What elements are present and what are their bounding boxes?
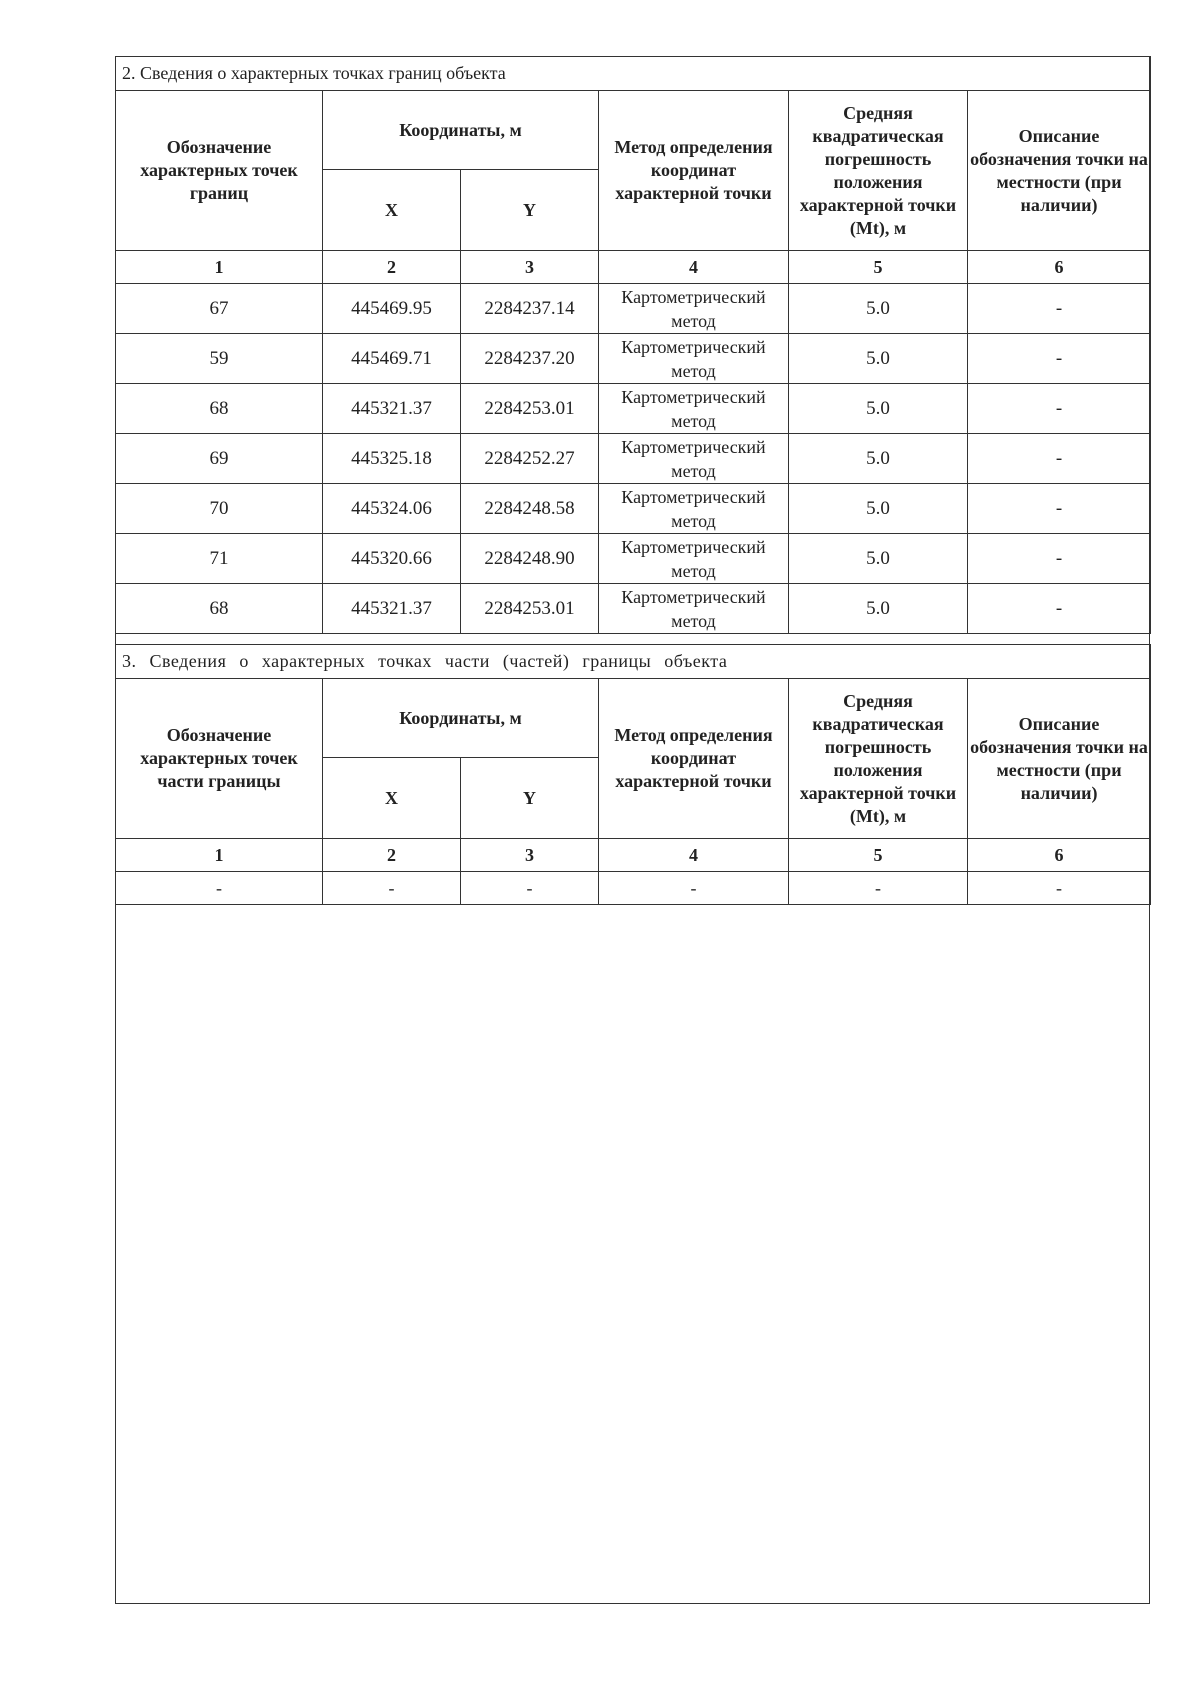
coord-y-cell: 2284237.14 [461,284,599,334]
point-number-cell: 68 [116,384,323,434]
coord-y-cell: 2284252.27 [461,434,599,484]
point-number-cell: 68 [116,584,323,634]
table-row [116,284,1151,334]
col-number: 2 [323,839,461,872]
method-cell: Картометрический метод [599,384,789,434]
section3-title: 3. Сведения о характерных точках части (частей) границы объекта [116,645,1151,679]
header-method: Метод определения координат характерной точки [599,679,789,839]
coord-y-cell: 2284248.90 [461,534,599,584]
header-x: X [323,170,461,251]
method-cell: - [599,872,789,905]
section3-table [115,644,1151,905]
col-number: 3 [461,251,599,284]
method-cell: Картометрический метод [599,284,789,334]
description-cell: - [968,484,1151,534]
header-coordinates: Координаты, м [323,679,599,758]
col-number: 6 [968,839,1151,872]
table-row [116,584,1151,634]
coord-y-cell: - [461,872,599,905]
error-cell: 5.0 [789,434,968,484]
header-error: Средняя квадратическая погрешность положения характерной точки (Mt), м [789,91,968,251]
section2-rows [116,284,1151,634]
point-number-cell: 71 [116,534,323,584]
coord-x-cell: 445469.71 [323,334,461,384]
header-y: Y [461,758,599,839]
col-number: 1 [116,839,323,872]
col-number: 4 [599,839,789,872]
method-cell: Картометрический метод [599,484,789,534]
header-y: Y [461,170,599,251]
coord-x-cell: 445321.37 [323,384,461,434]
section2-table [115,56,1151,634]
section2-title: 2. Сведения о характерных точках границ объекта [116,57,1151,91]
coord-y-cell: 2284253.01 [461,384,599,434]
error-cell: - [789,872,968,905]
coord-x-cell: 445324.06 [323,484,461,534]
header-error: Средняя квадратическая погрешность положения характерной точки (Mt), м [789,679,968,839]
point-number-cell: 59 [116,334,323,384]
method-cell: Картометрический метод [599,434,789,484]
method-cell: Картометрический метод [599,584,789,634]
header-coordinates: Координаты, м [323,91,599,170]
method-cell: Картометрический метод [599,534,789,584]
table-row [116,334,1151,384]
description-cell: - [968,534,1151,584]
method-cell: Картометрический метод [599,334,789,384]
header-description: Описание обозначения точки на местности (при наличии) [968,91,1151,251]
point-number-cell: - [116,872,323,905]
description-cell: - [968,284,1151,334]
col-number: 5 [789,251,968,284]
description-cell: - [968,334,1151,384]
point-number-cell: 69 [116,434,323,484]
table-row [116,484,1151,534]
header-x: X [323,758,461,839]
header-designation: Обозначение характерных точек границ [116,91,323,251]
table-row [116,534,1151,584]
section3-rows [116,872,1151,905]
error-cell: 5.0 [789,484,968,534]
error-cell: 5.0 [789,284,968,334]
col-number: 6 [968,251,1151,284]
coord-x-cell: 445321.37 [323,584,461,634]
col-number: 2 [323,251,461,284]
col-number: 1 [116,251,323,284]
error-cell: 5.0 [789,334,968,384]
description-cell: - [968,584,1151,634]
coord-x-cell: 445469.95 [323,284,461,334]
coord-x-cell: 445325.18 [323,434,461,484]
description-cell: - [968,384,1151,434]
col-number: 3 [461,839,599,872]
coord-x-cell: - [323,872,461,905]
error-cell: 5.0 [789,384,968,434]
description-cell: - [968,872,1151,905]
coord-x-cell: 445320.66 [323,534,461,584]
header-designation: Обозначение характерных точек части границы [116,679,323,839]
description-cell: - [968,434,1151,484]
error-cell: 5.0 [789,584,968,634]
point-number-cell: 67 [116,284,323,334]
col-number: 4 [599,251,789,284]
coord-y-cell: 2284237.20 [461,334,599,384]
header-description: Описание обозначения точки на местности (при наличии) [968,679,1151,839]
col-number: 5 [789,839,968,872]
coord-y-cell: 2284248.58 [461,484,599,534]
table-row [116,434,1151,484]
table-row [116,384,1151,434]
header-method: Метод определения координат характерной точки [599,91,789,251]
coord-y-cell: 2284253.01 [461,584,599,634]
point-number-cell: 70 [116,484,323,534]
error-cell: 5.0 [789,534,968,584]
table-row [116,872,1151,905]
